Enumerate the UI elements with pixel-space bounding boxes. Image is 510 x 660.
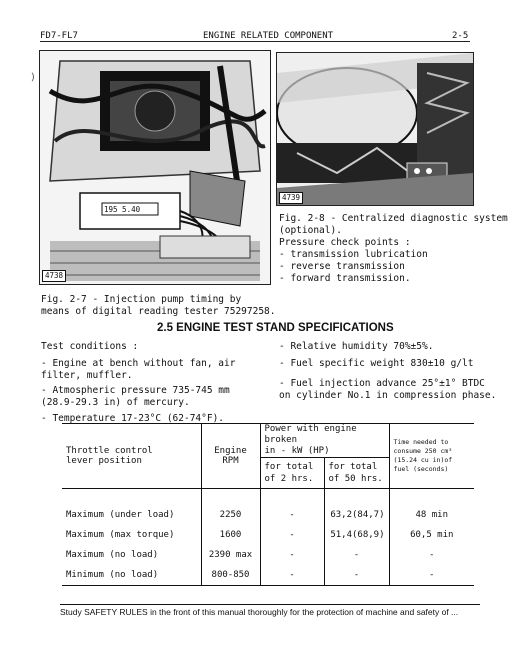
cell-rpm: 1600 <box>201 525 260 545</box>
table-row <box>62 545 474 565</box>
margin-mark: ) <box>30 72 37 83</box>
figure-left-id: 4738 <box>42 270 66 282</box>
cell-time: 60,5 min <box>389 525 474 545</box>
th-throttle: Throttle control lever position <box>62 424 201 489</box>
figure-right-id: 4739 <box>279 192 303 204</box>
cell-rpm: 800-850 <box>201 565 260 586</box>
section-title: 2.5 ENGINE TEST STAND SPECIFICATIONS <box>157 322 394 334</box>
cell-rpm: 2250 <box>201 505 260 525</box>
tester-display: 195 5.40 <box>104 205 141 214</box>
test-conditions-label: Test conditions : <box>41 341 139 352</box>
condition-injection-advance-2: on cylinder No.1 in compression phase. <box>279 390 497 401</box>
th-power: Power with engine broken in - kW (HP) <box>260 424 389 458</box>
cell-power-2hrs: - <box>260 525 324 545</box>
cell-power-2hrs: - <box>260 565 324 586</box>
fig-2-8-caption-5: - reverse transmission <box>279 261 405 272</box>
footer-safety-note: Study SAFETY RULES in the front of this manual thoroughly for the protection of machine and safety of ... <box>60 607 459 617</box>
cell-power-50hrs: 63,2(84,7) <box>324 505 389 525</box>
spec-table <box>62 423 474 586</box>
header-model: FD7-FL7 <box>40 31 78 41</box>
cell-position: Maximum (max torque) <box>66 530 175 540</box>
cell-time: 48 min <box>389 505 474 525</box>
cell-rpm: 2390 max <box>201 545 260 565</box>
fig-2-8-caption-6: - forward transmission. <box>279 273 411 284</box>
fig-2-7-caption-1: Fig. 2-7 - Injection pump timing by <box>41 294 242 305</box>
cell-power-50hrs: - <box>324 565 389 586</box>
cell-power-50hrs: - <box>324 545 389 565</box>
table-row <box>62 525 474 545</box>
cell-power-50hrs: 51,4(68,9) <box>324 525 389 545</box>
cell-position: Maximum (under load) <box>66 510 175 520</box>
th-total-2hrs: for total of 2 hrs. <box>260 458 324 489</box>
condition-engine-2: filter, muffler. <box>41 370 133 381</box>
condition-temperature: - Temperature 17-23°C (62-74°F). <box>41 413 225 424</box>
th-total-50hrs: for total of 50 hrs. <box>324 458 389 489</box>
header-section: ENGINE RELATED COMPONENT <box>203 31 334 41</box>
condition-engine: - Engine at bench without fan, air <box>41 358 236 369</box>
condition-pressure: - Atmospheric pressure 735-745 mm <box>41 385 230 396</box>
fig-2-8-caption-1: Fig. 2-8 - Centralized diagnostic system <box>279 213 508 224</box>
th-engine-rpm: Engine RPM <box>201 424 260 489</box>
fig-2-8-caption-4: - transmission lubrication <box>279 249 428 260</box>
condition-fuel-weight: - Fuel specific weight 830±10 g/lt <box>279 358 474 369</box>
diagnostic-system-photo <box>276 52 474 206</box>
table-row <box>62 565 474 586</box>
cell-position: Minimum (no load) <box>66 570 159 580</box>
condition-pressure-2: (28.9-29.3 in) of mercury. <box>41 397 190 408</box>
cell-time: - <box>389 545 474 565</box>
cell-power-2hrs: - <box>260 545 324 565</box>
fig-2-7-caption-2: means of digital reading tester 75297258. <box>41 306 276 317</box>
condition-injection-advance: - Fuel injection advance 25°±1° BTDC <box>279 378 485 389</box>
cell-time: - <box>389 565 474 586</box>
cell-position: Maximum (no load) <box>66 550 159 560</box>
condition-humidity: - Relative humidity 70%±5%. <box>279 341 434 352</box>
injection-pump-photo <box>39 50 271 285</box>
header-page: 2-5 <box>452 31 469 41</box>
th-time-needed: Time needed to consume 250 cm³ (15.24 cu in)of fuel (seconds) <box>389 424 474 489</box>
footer-rule <box>60 604 480 605</box>
header-rule <box>40 41 470 42</box>
fig-2-8-caption-2: (optional). <box>279 225 342 236</box>
cell-power-2hrs: - <box>260 505 324 525</box>
fig-2-8-caption-3: Pressure check points : <box>279 237 411 248</box>
table-row <box>62 505 474 525</box>
